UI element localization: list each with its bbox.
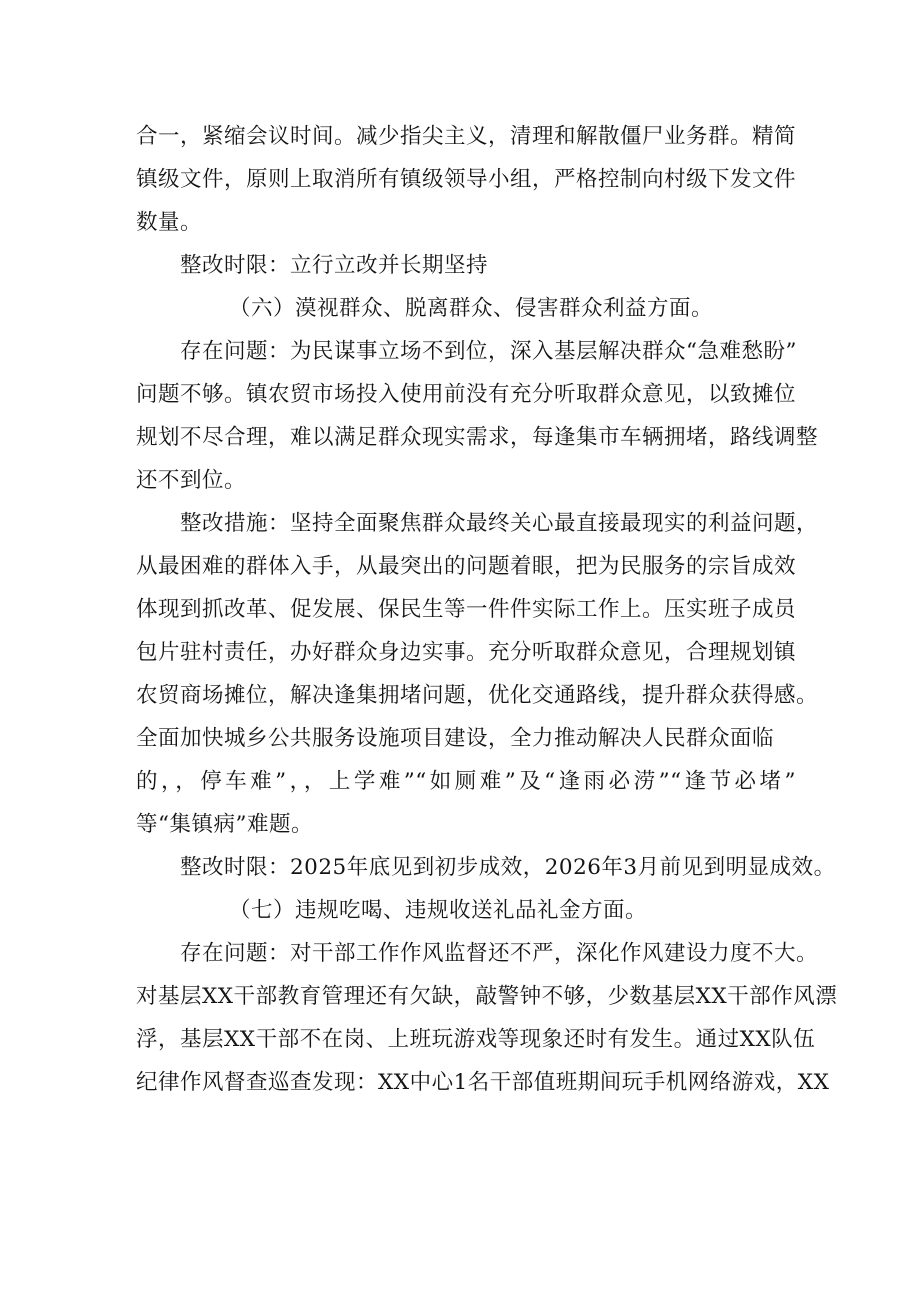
text-line: 农贸商场摊位，解决逢集拥堵问题，优化交通路线，提升群众获得感。 [136, 683, 819, 708]
text-line: 对基层XX干部教育管理还有欠缺，敲警钟不够，少数基层XX干部作风漂 [136, 984, 838, 1009]
section-heading: （六）漠视群众、脱离群众、侵害群众利益方面。 [229, 296, 714, 321]
text-line: 从最困难的群体入手，从最突出的问题着眼，把为民服务的宗旨成效 [136, 554, 797, 579]
text-line: 数量。 [136, 210, 203, 235]
text-line: 问题不够。镇农贸市场投入使用前没有充分听取群众意见，以致摊位 [136, 382, 797, 407]
text-line: 全面加快城乡公共服务设施项目建设，全力推动解决人民群众面临 [136, 726, 775, 751]
deadline-line: 整改时限：2025年底见到初步成效，2026年3月前见到明显成效。 [180, 855, 836, 880]
measures-line: 整改措施：坚持全面聚焦群众最终关心最直接最现实的利益问题， [180, 511, 819, 536]
problem-line: 存在问题：对干部工作作风监督还不严，深化作风建设力度不大。 [180, 941, 819, 966]
text-line: 的，，停车难”，，上学难”“如厕难”及“逢雨必涝”“逢节必堵” [136, 769, 796, 794]
section-heading: （七）违规吃喝、违规收送礼品礼金方面。 [229, 898, 648, 923]
deadline-line: 整改时限：立行立改并长期坚持 [180, 253, 489, 278]
text-line: 纪律作风督查巡查发现：XX中心1名干部值班期间玩手机网络游戏，XX [136, 1070, 830, 1095]
text-line: 合一，紧缩会议时间。减少指尖主义，清理和解散僵尸业务群。精简 [136, 124, 797, 149]
text-line: 等“集镇病”难题。 [136, 812, 313, 837]
problem-line: 存在问题：为民谋事立场不到位，深入基层解决群众“急难愁盼” [180, 339, 797, 364]
text-line: 还不到位。 [136, 468, 247, 493]
text-line: 规划不尽合理，难以满足群众现实需求，每逢集市车辆拥堵，路线调整 [136, 425, 819, 450]
text-line: 浮，基层XX干部不在岗、上班玩游戏等现象还时有发生。通过XX队伍 [136, 1027, 816, 1052]
text-line: 包片驻村责任，办好群众身边实事。充分听取群众意见，合理规划镇 [136, 640, 797, 665]
text-line: 体现到抓改革、促发展、保民生等一件件实际工作上。压实班子成员 [136, 597, 797, 622]
text-line: 镇级文件，原则上取消所有镇级领导小组，严格控制向村级下发文件 [136, 167, 797, 192]
